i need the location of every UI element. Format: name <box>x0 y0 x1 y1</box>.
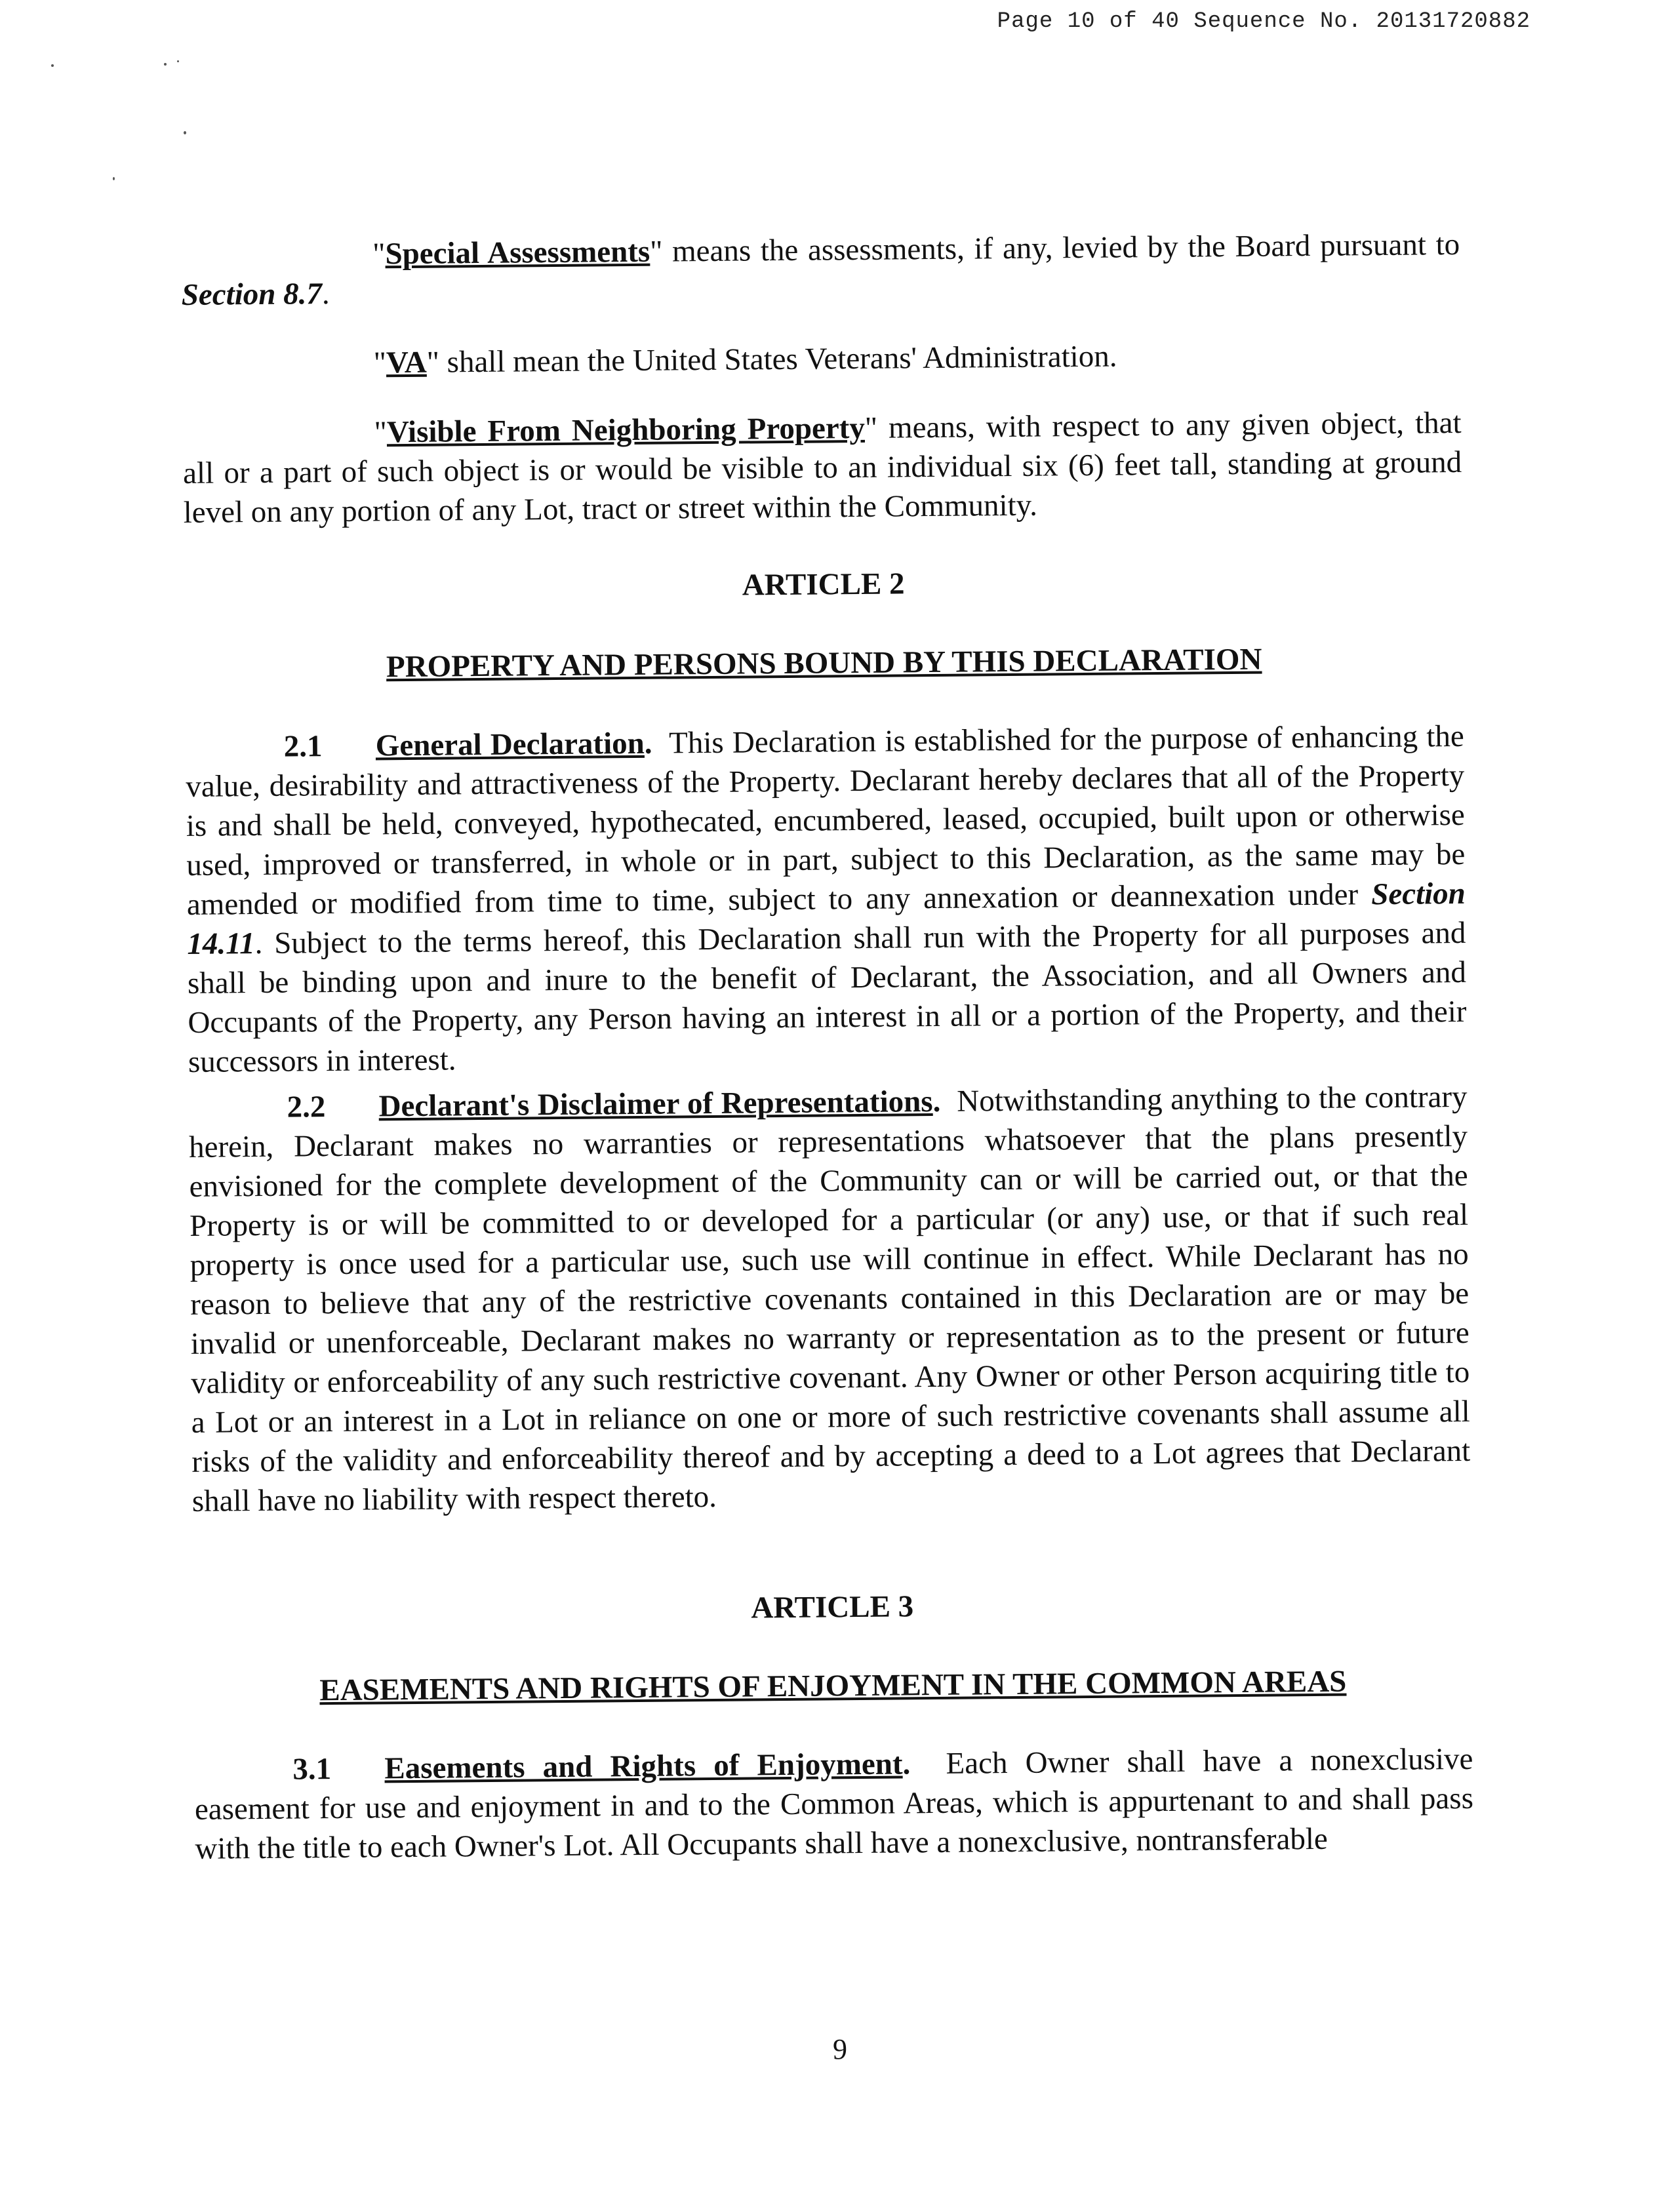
section-number: 3.1 <box>292 1752 332 1787</box>
section-2-1: 2.1 General Declaration. This Declaration is established for the purpose of enhancing the value, desirability and attractiveness of the Property. Declarant hereby declares that all of the Property is and shall be held, conveyed, hypothecated, encumbered, leased, occupied, built upon or otherwise used, improved or transferred, in whole or in part, subject to this Declaration, as the same may be amended or modified from time to time, subject to any annexation or deannexation under Section 14.11. Subject to the terms hereof, this Declaration shall run with the Property for all purposes and shall be binding upon and inure to the benefit of Declarant, the Association, and all Owners and Occupants of the Property, any Person having an interest in all or a portion of the Property, and their successors in interest. <box>186 719 1467 1079</box>
defined-term: VA <box>386 345 427 380</box>
defined-term: Visible From Neighboring Property <box>386 410 866 450</box>
section-number: 2.1 <box>283 729 323 764</box>
scan-speck <box>177 60 179 62</box>
article-heading: ARTICLE 3 <box>751 1589 914 1625</box>
scan-speck <box>184 131 186 134</box>
section-reference: Section 8.7 <box>181 277 323 312</box>
definition-special-assessments: "Special Assessments" means the assessments, if any, levied by the Board pursuant to Section 8.7. <box>181 227 1460 312</box>
scan-speck <box>51 64 54 67</box>
page-header: Page 10 of 40 Sequence No. 20131720882 <box>997 9 1530 34</box>
definition-va: "VA" shall mean the United States Veterans' Administration. <box>373 339 1117 380</box>
article-title: PROPERTY AND PERSONS BOUND BY THIS DECLARATION <box>386 642 1262 684</box>
section-number: 2.2 <box>287 1090 326 1124</box>
article-title: EASEMENTS AND RIGHTS OF ENJOYMENT IN THE COMMON AREAS <box>319 1664 1347 1708</box>
scan-speck <box>113 177 115 180</box>
section-reference: Section 14.11 <box>187 876 1466 961</box>
section-title: Declarant's Disclaimer of Representations <box>378 1084 933 1124</box>
defined-term: Special Assessments <box>385 234 650 271</box>
page-number: 9 <box>833 2033 847 2065</box>
article-heading: ARTICLE 2 <box>742 566 905 603</box>
document-body <box>181 225 1474 1869</box>
section-title: Easements and Rights of Enjoyment <box>384 1747 903 1786</box>
section-2-2: 2.2 Declarant's Disclaimer of Representations. Notwithstanding anything to the contrary herein, Declarant makes no warranties or representations whatsoever that the plans presently envisioned for the complete development of the Community can or will be carried out, or that the Property is or will be committed to or developed for a particular (or any) use, or that if such real property is once used for a particular use, such use will continue in effect. While Declarant has no reason to believe that any of the restrictive covenants contained in this Declaration are or may be invalid or unenforceable, Declarant makes no warranty or representation as to the present or future validity or enforceability of any such restrictive covenant. Any Owner or other Person acquiring title to a Lot or an interest in a Lot in reliance on one or more of such restrictive covenants shall assume all risks of the validity and enforceability thereof and by accepting a deed to a Lot agrees that Declarant shall have no liability with respect thereto. <box>188 1079 1471 1518</box>
section-3-1: 3.1 Easements and Rights of Enjoyment. Each Owner shall have a nonexclusive easement for use and enjoyment in and to the Common Areas, which is appurtenant to and shall pass with the title to each Owner's Lot. All Occupants shall have a nonexclusive, nontransferable <box>194 1741 1474 1866</box>
scan-speck <box>164 63 167 66</box>
definition-visible-from-neighboring-property: "Visible From Neighboring Property" means, with respect to any given object, that all or a part of such object is or would be visible to an individual six (6) feet tall, standing at ground level on any portion of any Lot, tract or street within the Community. <box>182 405 1462 530</box>
section-title: General Declaration <box>375 726 645 763</box>
